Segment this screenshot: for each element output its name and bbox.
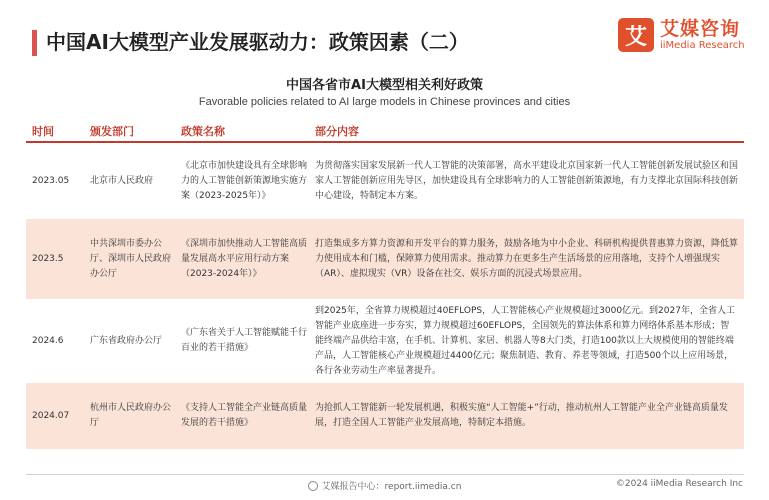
cell-dept: 广东省政府办公厅 (90, 335, 163, 346)
cell-time: 2024.6 (32, 335, 64, 346)
header-dept: 颁发部门 (90, 125, 134, 138)
table-row (26, 143, 744, 219)
title-accent-bar (32, 30, 37, 56)
footer-copyright: ©2024 iiMedia Research Inc (615, 479, 743, 489)
table-row (26, 299, 744, 383)
header-content: 部分内容 (315, 125, 359, 138)
table-title-en: Favorable policies related to AI large models in Chinese provinces and cities (198, 96, 571, 108)
cell-dept: 杭州市人民政府办公厅 (90, 403, 172, 428)
logo-name-cn: 艾媒咨询 (660, 18, 741, 40)
cell-dept: 北京市人民政府 (90, 175, 154, 186)
cell-time: 2023.05 (32, 175, 70, 186)
footer-divider (26, 474, 744, 475)
logo-text (660, 18, 745, 52)
brand-logo (618, 18, 745, 52)
cell-dept: 中共深圳市委办公厅、深圳市人民政府办公厅 (90, 238, 172, 279)
table-title: 中国各省市AI大模型相关利好政策 (286, 78, 483, 93)
header-time: 时间 (32, 125, 54, 138)
logo-mark-icon: 艾 (618, 18, 654, 52)
table-header (26, 121, 744, 143)
cell-content: 为抢抓人工智能新一轮发展机遇，积极实施“人工智能+”行动，推动杭州人工智能产业全产业链高质量发展，打造全国人工智能产业发展高地，特制定本措施。 (315, 403, 728, 428)
header-policy: 政策名称 (181, 125, 225, 138)
cell-content: 为贯彻落实国家发展新一代人工智能的决策部署，高水平建设北京国家新一代人工智能创新发展试验区和国家人工智能创新应用先导区，加快建设具有全球影响力的人工智能创新策源地，有力支撑北京国际科技创新中心建设，特制定本方案。 (315, 160, 739, 201)
cell-content: 到2025年，全省算力规模超过40EFLOPS，人工智能核心产业规模超过3000亿元。到2027年，全省人工智能产业底座进一步夯实，算力规模超过60EFLOPS，全国领先的算法体系和算力网络体系基本形成；智能终端产品供给丰富，在手机、计算机、家居、机器人等8大门类，打造100款以上大规模使用的智能终端产品，人工智能核心产业规模超过4400亿元；聚焦制造、教育、养老等领域，打造500个以上应用场景，各行各业劳动生产率显著提升。 (315, 305, 735, 376)
page-title: 中国AI大模型产业发展驱动力：政策因素（二） (46, 30, 469, 54)
cell-policy: 《广东省关于人工智能赋能千行百业的若干措施》 (181, 328, 308, 353)
table-row (26, 219, 744, 299)
cell-policy: 《深圳市加快推动人工智能高质量发展高水平应用行动方案（2023-2024年）》 (181, 238, 308, 279)
policy-table (26, 121, 744, 449)
cell-time: 2023.5 (32, 253, 64, 264)
cell-time: 2024.07 (32, 410, 70, 421)
logo-name-en: iiMedia Research (660, 40, 745, 51)
cell-policy: 《北京市加快建设具有全球影响力的人工智能创新策源地实施方案（2023-2025年）》 (181, 160, 308, 201)
cell-content: 打造集成多方算力资源和开发平台的算力服务，鼓励各地为中小企业、科研机构提供普惠算力资源，降低算力使用成本和门槛，保障算力使用需求。推动算力在更多生产生活场景的应用落地，支持个人增强现实（AR）、虚拟现实（VR）设备在社交、娱乐方面的沉浸式场景应用。 (315, 238, 739, 279)
table-row (26, 383, 744, 449)
cell-policy: 《支持人工智能全产业链高质量发展的若干措施》 (181, 403, 308, 428)
footer-source-text: 艾媒报告中心：report.iimedia.cn (321, 482, 462, 492)
report-center-icon (308, 481, 318, 491)
